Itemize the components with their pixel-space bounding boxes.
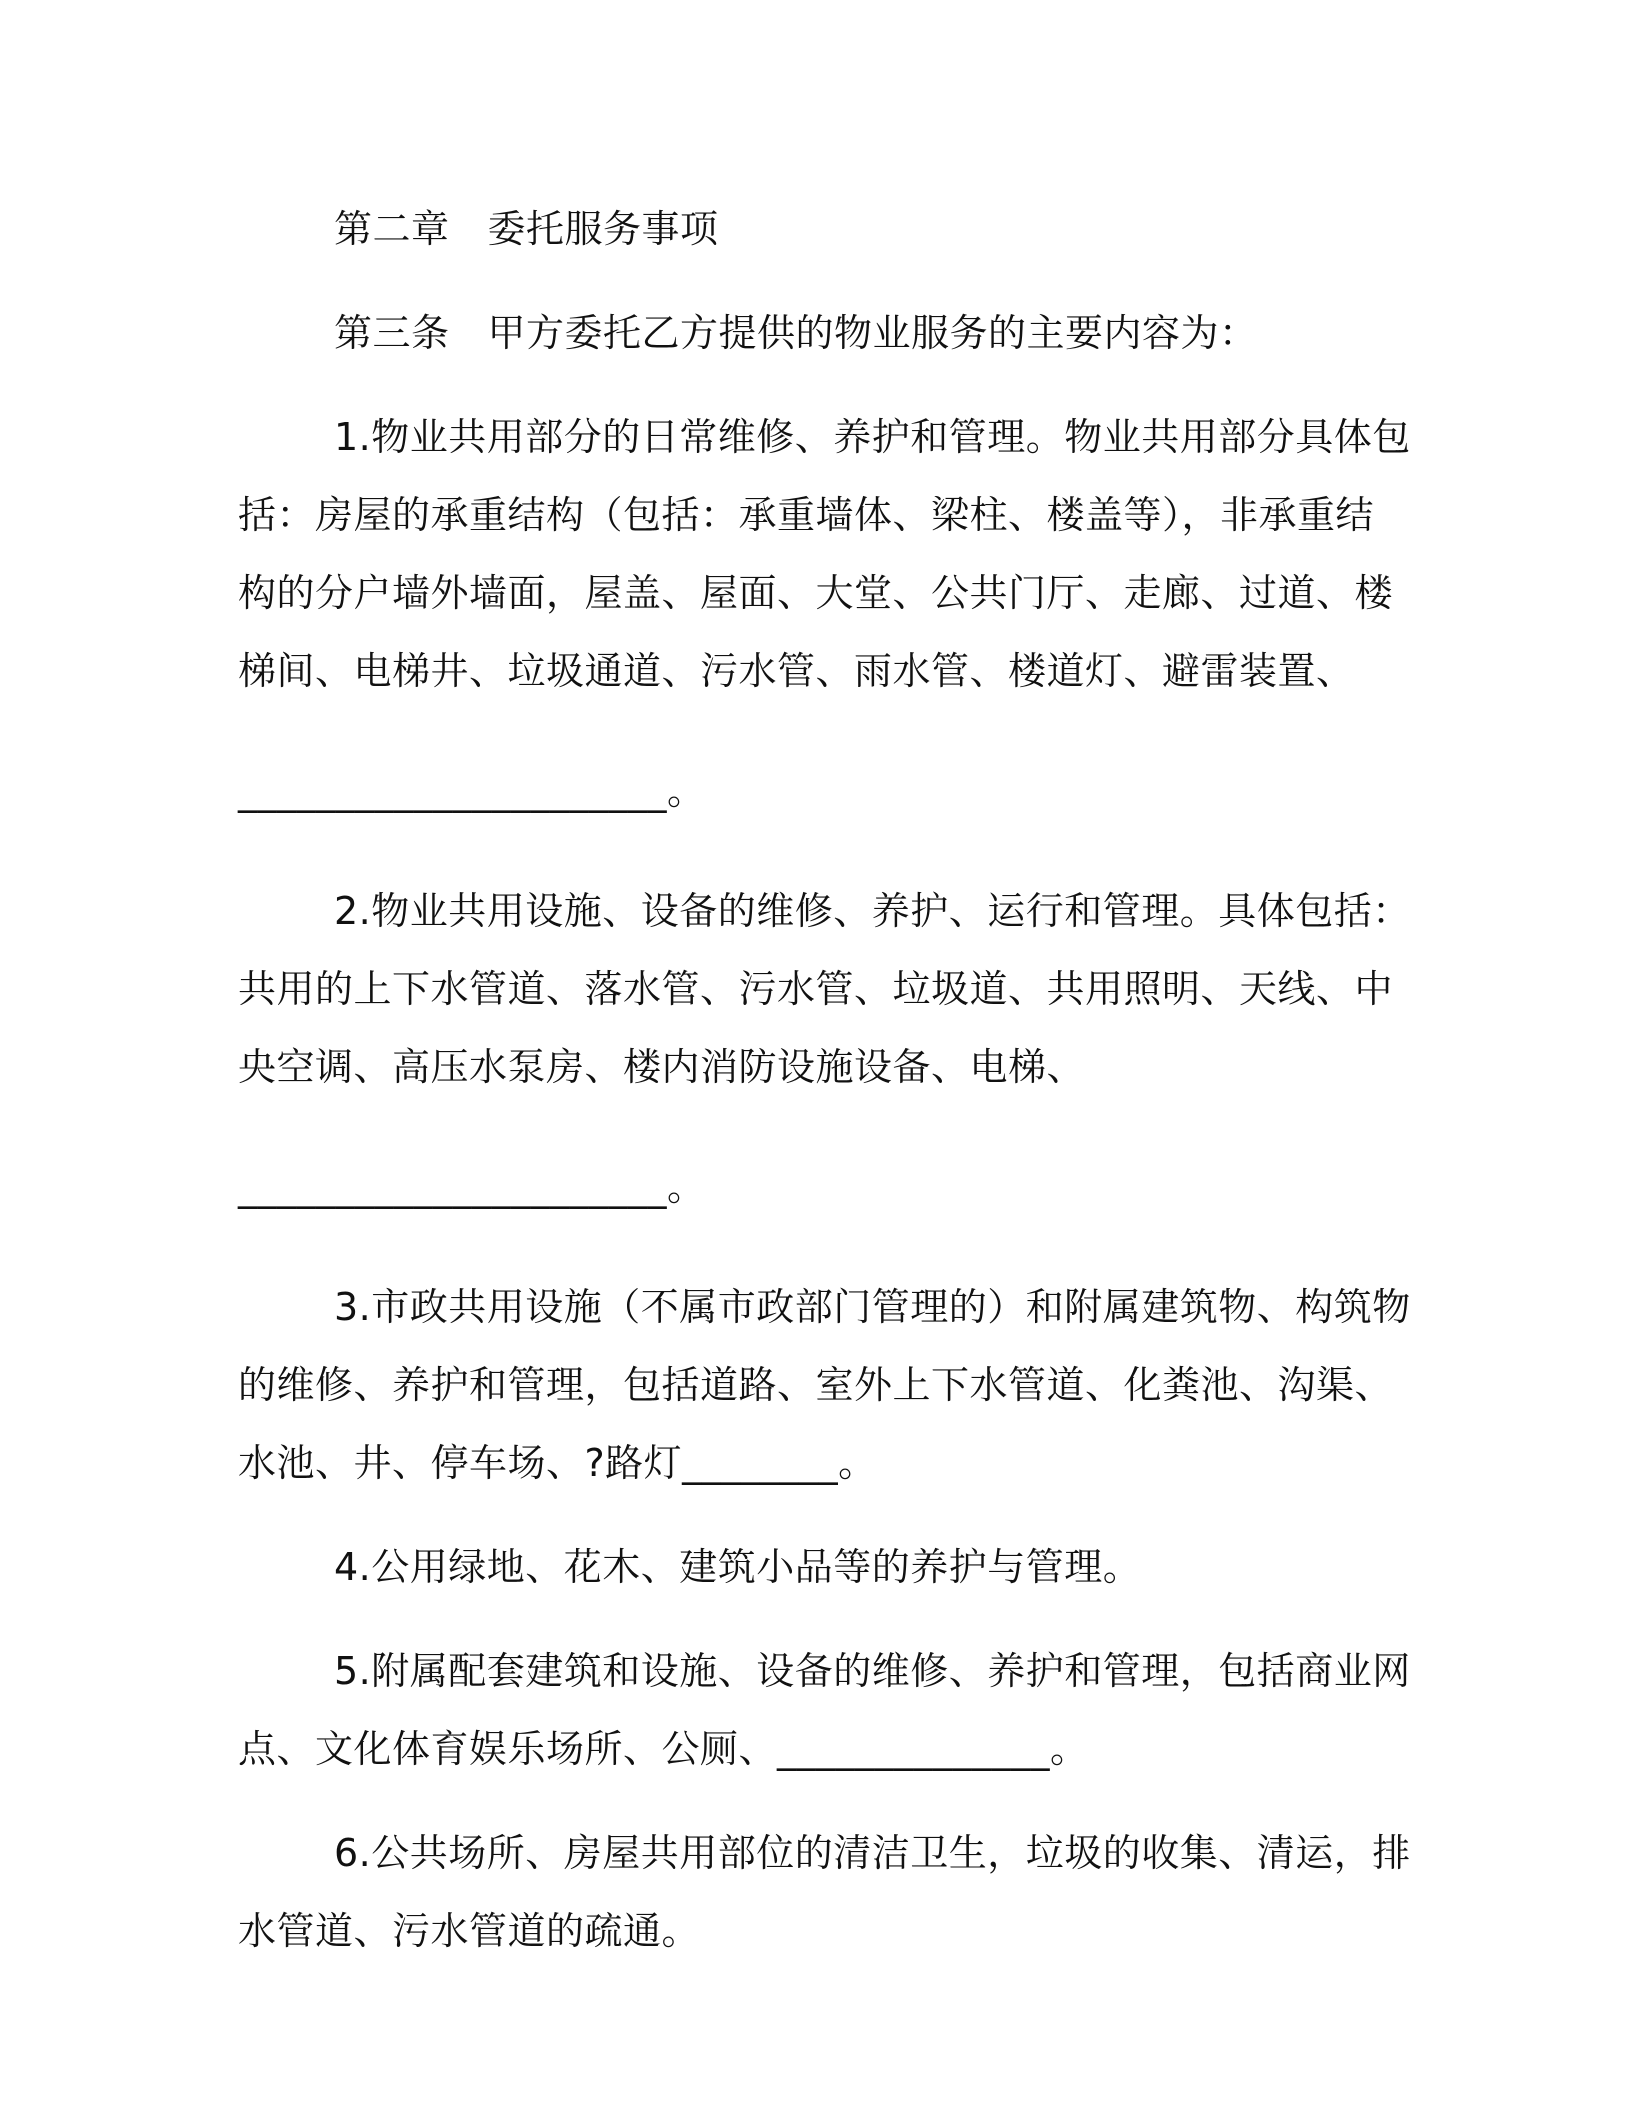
item-6 xyxy=(238,1814,1411,1970)
chapter-heading xyxy=(238,190,1364,268)
blank-fill-line: ______________________。 xyxy=(238,1165,706,1209)
item-1 xyxy=(238,398,1411,830)
chapter-title: 委托服务事项 xyxy=(487,207,719,251)
chapter-number: 第二章 xyxy=(334,207,450,251)
item-line: 构的分户墙外墙面，屋盖、屋面、大堂、公共门厅、走廊、过道、楼 xyxy=(238,571,1394,615)
item-5 xyxy=(238,1632,1411,1788)
item-4 xyxy=(238,1528,1364,1606)
item-line: 点、文化体育娱乐场所、公厕、______________。 xyxy=(238,1727,1089,1771)
item-line: 6.公共场所、房屋共用部位的清洁卫生，垃圾的收集、清运，排 xyxy=(334,1831,1411,1875)
item-line: 的维修、养护和管理，包括道路、室外上下水管道、化粪池、沟渠、 xyxy=(238,1363,1394,1407)
blank-fill-line: ______________________。 xyxy=(238,769,706,813)
item-line: 5.附属配套建筑和设施、设备的维修、养护和管理，包括商业网 xyxy=(334,1649,1411,1693)
item-line: 括：房屋的承重结构（包括：承重墙体、梁柱、楼盖等），非承重结 xyxy=(238,493,1375,537)
item-line: 1.物业共用部分的日常维修、养护和管理。物业共用部分具体包 xyxy=(334,415,1411,459)
item-line: 共用的上下水管道、落水管、污水管、垃圾道、共用照明、天线、中 xyxy=(238,967,1394,1011)
item-3 xyxy=(238,1268,1411,1502)
document-body xyxy=(238,190,1411,1970)
article-number: 第三条 xyxy=(334,311,450,355)
article-heading xyxy=(238,294,1364,372)
item-line: 水管道、污水管道的疏通。 xyxy=(238,1909,701,1953)
item-line: 梯间、电梯井、垃圾通道、污水管、雨水管、楼道灯、避雷装置、 xyxy=(238,649,1355,693)
item-line: 3.市政共用设施（不属市政部门管理的）和附属建筑物、构筑物 xyxy=(334,1285,1411,1329)
item-line: 央空调、高压水泵房、楼内消防设施设备、电梯、 xyxy=(238,1045,1086,1089)
item-2 xyxy=(238,872,1411,1226)
item-line: 水池、井、停车场、?路灯________。 xyxy=(238,1441,877,1485)
article-title: 甲方委托乙方提供的物业服务的主要内容为： xyxy=(487,311,1258,355)
item-line: 2.物业共用设施、设备的维修、养护、运行和管理。具体包括： xyxy=(334,889,1411,933)
item-line: 4.公用绿地、花木、建筑小品等的养护与管理。 xyxy=(334,1545,1142,1589)
